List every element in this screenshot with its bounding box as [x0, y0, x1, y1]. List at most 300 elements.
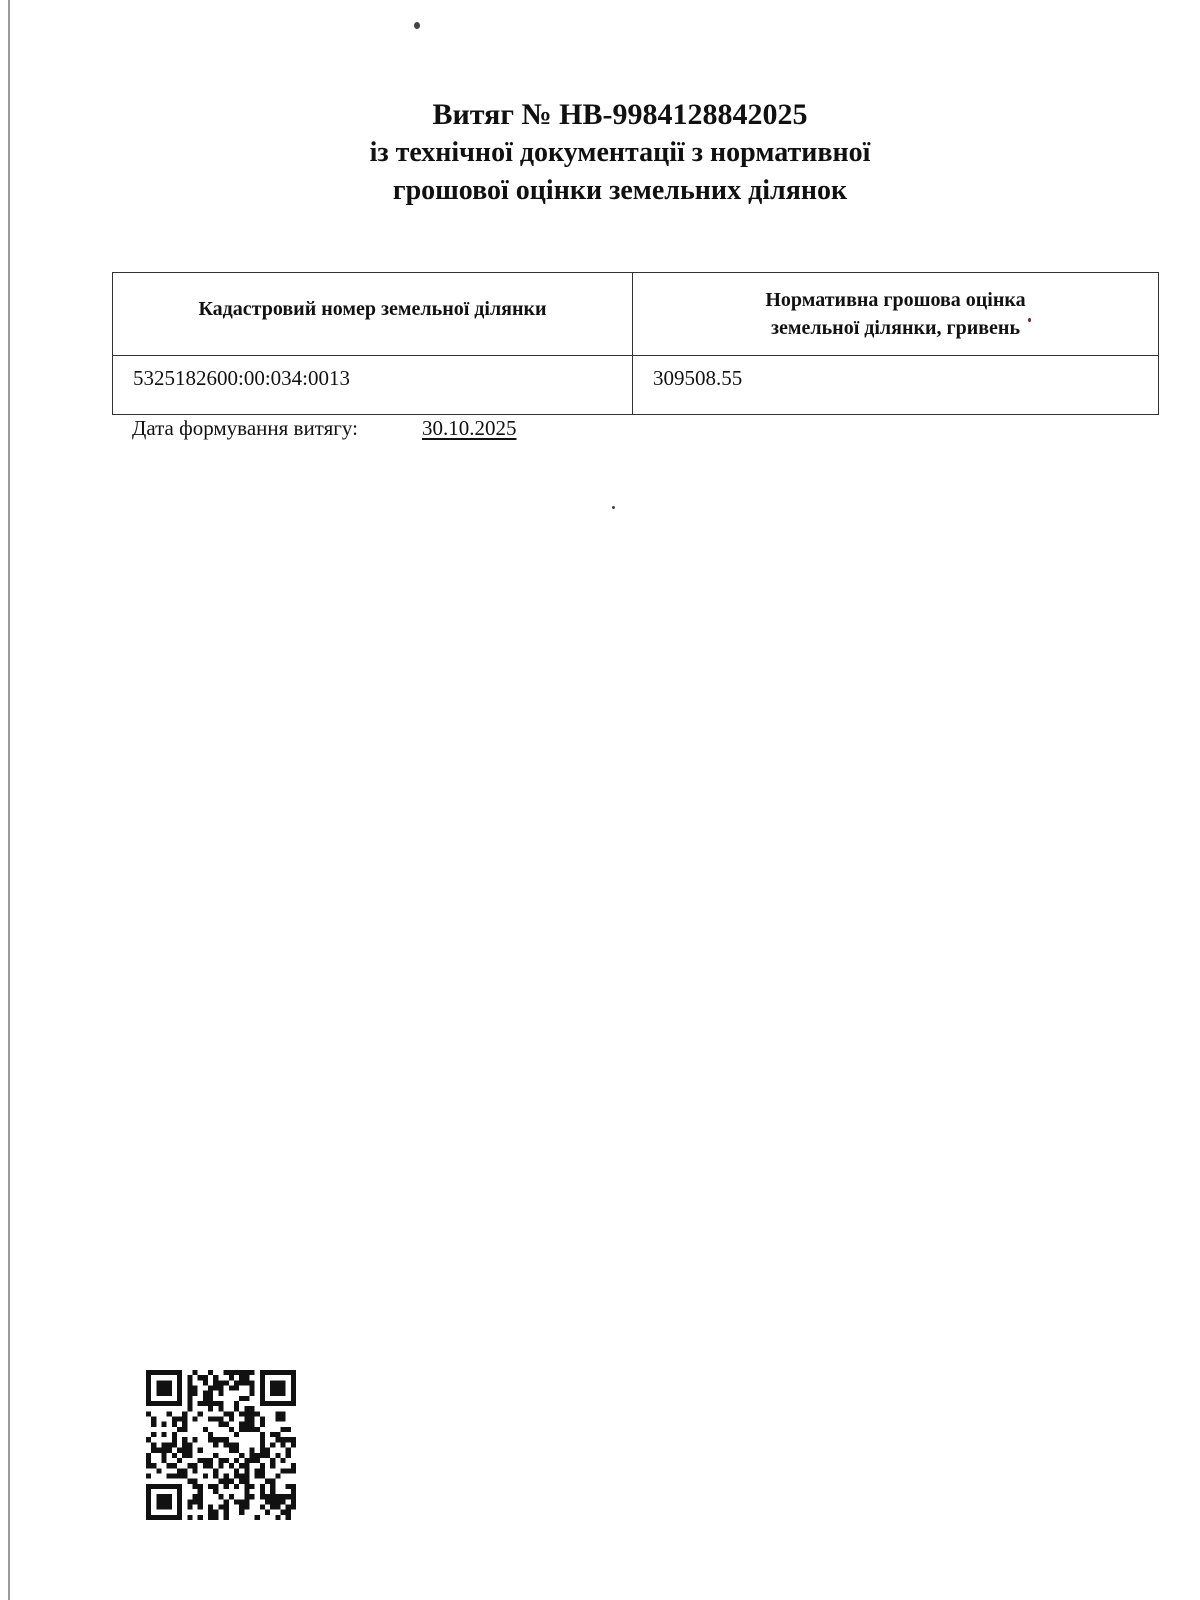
qr-module — [182, 1453, 187, 1458]
qr-module — [270, 1432, 275, 1437]
qr-module — [187, 1406, 192, 1411]
qr-module — [208, 1510, 213, 1515]
qr-module — [182, 1468, 187, 1473]
qr-module — [270, 1386, 275, 1391]
qr-module — [249, 1427, 254, 1432]
qr-module — [249, 1380, 254, 1385]
qr-module — [167, 1370, 172, 1375]
qr-module — [244, 1463, 249, 1468]
qr-module — [291, 1391, 296, 1396]
qr-module — [218, 1406, 223, 1411]
document-title — [0, 96, 1200, 210]
qr-module — [146, 1473, 151, 1478]
qr-module — [198, 1448, 203, 1453]
header-label-line: Нормативна грошова оцінка — [765, 289, 1026, 311]
qr-module — [167, 1494, 172, 1499]
qr-module — [275, 1437, 280, 1442]
qr-module — [177, 1448, 182, 1453]
date-value: 30.10.2025 — [422, 416, 517, 440]
qr-module — [162, 1499, 167, 1504]
qr-module — [156, 1370, 161, 1375]
qr-module — [275, 1417, 280, 1422]
title-subline: грошової оцінки земельних ділянок — [392, 175, 848, 206]
qr-module — [291, 1494, 296, 1499]
qr-module — [224, 1473, 229, 1478]
qr-module — [167, 1386, 172, 1391]
qr-module — [291, 1484, 296, 1489]
qr-module — [249, 1453, 254, 1458]
qr-module — [260, 1370, 265, 1375]
qr-module — [177, 1391, 182, 1396]
qr-module — [213, 1453, 218, 1458]
qr-module — [172, 1463, 177, 1468]
qr-module — [280, 1458, 285, 1463]
qr-module — [151, 1515, 156, 1520]
qr-module — [244, 1504, 249, 1509]
qr-module — [270, 1494, 275, 1499]
qr-module — [234, 1458, 239, 1463]
qr-module — [177, 1396, 182, 1401]
qr-module — [203, 1401, 208, 1406]
qr-module — [218, 1422, 223, 1427]
qr-module — [265, 1448, 270, 1453]
qr-module — [162, 1391, 167, 1396]
qr-module — [156, 1380, 161, 1385]
qr-module — [239, 1479, 244, 1484]
qr-module — [234, 1370, 239, 1375]
qr-module — [146, 1499, 151, 1504]
qr-module — [249, 1406, 254, 1411]
qr-module — [213, 1510, 218, 1515]
qr-module — [275, 1391, 280, 1396]
qr-module — [167, 1401, 172, 1406]
qr-module — [291, 1504, 296, 1509]
qr-module — [151, 1401, 156, 1406]
qr-module — [172, 1432, 177, 1437]
qr-module — [203, 1458, 208, 1463]
qr-module — [229, 1479, 234, 1484]
qr-module — [244, 1499, 249, 1504]
qr-module — [172, 1370, 177, 1375]
qr-module — [146, 1380, 151, 1385]
qr-module — [291, 1401, 296, 1406]
qr-module — [182, 1448, 187, 1453]
header-label-line: земельної ділянки, гривень — [770, 317, 1021, 339]
qr-module — [260, 1396, 265, 1401]
qr-module — [249, 1494, 254, 1499]
valuation-table — [112, 272, 1159, 415]
qr-module — [177, 1370, 182, 1375]
qr-module — [162, 1386, 167, 1391]
qr-module — [224, 1479, 229, 1484]
qr-module — [291, 1386, 296, 1391]
qr-module — [249, 1391, 254, 1396]
qr-module — [249, 1386, 254, 1391]
qr-module — [286, 1510, 291, 1515]
qr-module — [260, 1432, 265, 1437]
qr-module — [156, 1391, 161, 1396]
qr-module — [146, 1411, 151, 1416]
qr-module — [177, 1427, 182, 1432]
qr-module — [177, 1386, 182, 1391]
qr-module — [265, 1453, 270, 1458]
qr-module — [193, 1468, 198, 1473]
qr-module — [249, 1417, 254, 1422]
qr-module — [224, 1484, 229, 1489]
qr-module — [187, 1515, 192, 1520]
qr-module — [224, 1499, 229, 1504]
qr-module — [280, 1494, 285, 1499]
qr-module — [270, 1484, 275, 1489]
qr-module — [244, 1406, 249, 1411]
qr-module — [270, 1391, 275, 1396]
qr-module — [291, 1468, 296, 1473]
header-cadastral-number — [113, 273, 633, 356]
qr-module — [239, 1463, 244, 1468]
qr-module — [275, 1370, 280, 1375]
qr-module — [218, 1417, 223, 1422]
qr-module — [260, 1391, 265, 1396]
qr-module — [172, 1401, 177, 1406]
qr-module — [244, 1417, 249, 1422]
qr-module — [187, 1479, 192, 1484]
qr-module — [239, 1380, 244, 1385]
qr-module — [193, 1437, 198, 1442]
qr-module — [286, 1504, 291, 1509]
qr-module — [193, 1479, 198, 1484]
qr-module — [229, 1370, 234, 1375]
qr-module — [177, 1375, 182, 1380]
qr-module — [208, 1396, 213, 1401]
qr-module — [213, 1473, 218, 1478]
qr-module — [177, 1473, 182, 1478]
qr-module — [224, 1370, 229, 1375]
qr-module — [203, 1473, 208, 1478]
qr-module — [203, 1380, 208, 1385]
qr-module — [275, 1515, 280, 1520]
qr-module — [198, 1494, 203, 1499]
qr-module — [162, 1448, 167, 1453]
formation-date-row — [132, 416, 517, 441]
qr-module — [255, 1473, 260, 1478]
qr-module — [193, 1370, 198, 1375]
qr-module — [146, 1515, 151, 1520]
qr-module — [270, 1370, 275, 1375]
qr-module — [244, 1396, 249, 1401]
qr-module — [234, 1386, 239, 1391]
qr-module — [260, 1422, 265, 1427]
qr-module — [146, 1484, 151, 1489]
qr-module — [182, 1473, 187, 1478]
qr-module — [234, 1442, 239, 1447]
qr-module — [280, 1437, 285, 1442]
qr-module — [182, 1437, 187, 1442]
qr-module — [198, 1504, 203, 1509]
qr-module — [213, 1468, 218, 1473]
qr-module — [193, 1499, 198, 1504]
qr-module — [146, 1401, 151, 1406]
qr-module — [270, 1504, 275, 1509]
qr-module — [234, 1406, 239, 1411]
qr-module — [177, 1489, 182, 1494]
qr-module — [151, 1442, 156, 1447]
qr-module — [203, 1391, 208, 1396]
qr-module — [146, 1458, 151, 1463]
qr-module — [156, 1484, 161, 1489]
qr-module — [203, 1375, 208, 1380]
qr-module — [172, 1515, 177, 1520]
qr-module — [167, 1499, 172, 1504]
qr-code-icon — [146, 1370, 296, 1520]
qr-module — [167, 1380, 172, 1385]
qr-module — [286, 1494, 291, 1499]
qr-module — [286, 1448, 291, 1453]
qr-module — [275, 1411, 280, 1416]
qr-module — [229, 1427, 234, 1432]
qr-module — [286, 1401, 291, 1406]
qr-module — [280, 1468, 285, 1473]
qr-module — [275, 1380, 280, 1385]
qr-module — [146, 1453, 151, 1458]
qr-module — [275, 1504, 280, 1509]
qr-module — [167, 1448, 172, 1453]
qr-module — [260, 1504, 265, 1509]
qr-module — [239, 1370, 244, 1375]
qr-module — [172, 1473, 177, 1478]
qr-module — [151, 1370, 156, 1375]
qr-module — [208, 1463, 213, 1468]
qr-module — [193, 1494, 198, 1499]
qr-module — [244, 1422, 249, 1427]
qr-module — [229, 1411, 234, 1416]
qr-module — [224, 1510, 229, 1515]
qr-module — [244, 1380, 249, 1385]
qr-module — [260, 1380, 265, 1385]
qr-module — [146, 1396, 151, 1401]
qr-module — [229, 1417, 234, 1422]
qr-module — [167, 1442, 172, 1447]
qr-module — [280, 1380, 285, 1385]
qr-module — [260, 1489, 265, 1494]
qr-module — [244, 1489, 249, 1494]
qr-module — [239, 1375, 244, 1380]
qr-module — [239, 1453, 244, 1458]
qr-module — [270, 1458, 275, 1463]
qr-module — [213, 1437, 218, 1442]
qr-module — [208, 1458, 213, 1463]
qr-module — [244, 1479, 249, 1484]
qr-module — [275, 1499, 280, 1504]
qr-module — [182, 1422, 187, 1427]
qr-module — [224, 1411, 229, 1416]
qr-module — [260, 1386, 265, 1391]
qr-module — [239, 1427, 244, 1432]
qr-module — [260, 1473, 265, 1478]
qr-module — [203, 1396, 208, 1401]
qr-module — [255, 1427, 260, 1432]
qr-module — [218, 1463, 223, 1468]
qr-module — [224, 1437, 229, 1442]
qr-module — [244, 1411, 249, 1416]
qr-module — [187, 1391, 192, 1396]
qr-module — [239, 1396, 244, 1401]
qr-module — [162, 1484, 167, 1489]
qr-module — [218, 1494, 223, 1499]
qr-module — [244, 1468, 249, 1473]
qr-module — [234, 1432, 239, 1437]
qr-module — [151, 1417, 156, 1422]
title-subline: із технічної документації з нормативної — [369, 137, 871, 168]
qr-module — [146, 1375, 151, 1380]
qr-module — [146, 1504, 151, 1509]
qr-module — [162, 1380, 167, 1385]
qr-module — [167, 1504, 172, 1509]
qr-module — [234, 1448, 239, 1453]
qr-module — [244, 1427, 249, 1432]
qr-module — [203, 1463, 208, 1468]
qr-module — [224, 1442, 229, 1447]
qr-module — [265, 1401, 270, 1406]
cell-valuation-amount: 309508.55 — [633, 356, 1159, 415]
qr-module — [255, 1468, 260, 1473]
qr-module — [244, 1473, 249, 1478]
qr-module — [172, 1484, 177, 1489]
cell-cadastral-number: 5325182600:00:034:0013 — [113, 356, 633, 415]
qr-module — [218, 1458, 223, 1463]
qr-module — [255, 1411, 260, 1416]
qr-module — [234, 1401, 239, 1406]
qr-module — [146, 1437, 151, 1442]
qr-module — [162, 1401, 167, 1406]
qr-module — [270, 1463, 275, 1468]
qr-module — [151, 1432, 156, 1437]
qr-module — [270, 1489, 275, 1494]
qr-module — [187, 1380, 192, 1385]
qr-module — [198, 1458, 203, 1463]
qr-module — [156, 1401, 161, 1406]
qr-module — [218, 1437, 223, 1442]
qr-module — [156, 1504, 161, 1509]
qr-module — [260, 1494, 265, 1499]
qr-module — [177, 1494, 182, 1499]
qr-module — [280, 1427, 285, 1432]
qr-module — [234, 1484, 239, 1489]
qr-module — [275, 1401, 280, 1406]
qr-module — [162, 1453, 167, 1458]
qr-module — [167, 1411, 172, 1416]
qr-module — [286, 1427, 291, 1432]
qr-module — [177, 1515, 182, 1520]
extract-number-title: Витяг № НВ-9984128842025 — [432, 98, 808, 131]
qr-module — [280, 1391, 285, 1396]
qr-module — [275, 1386, 280, 1391]
qr-module — [193, 1484, 198, 1489]
qr-module — [162, 1458, 167, 1463]
qr-module — [291, 1375, 296, 1380]
qr-module — [187, 1463, 192, 1468]
qr-module — [270, 1499, 275, 1504]
qr-module — [208, 1504, 213, 1509]
qr-module — [255, 1453, 260, 1458]
qr-module — [260, 1463, 265, 1468]
qr-module — [224, 1515, 229, 1520]
qr-module — [213, 1442, 218, 1447]
qr-module — [286, 1437, 291, 1442]
qr-module — [213, 1375, 218, 1380]
qr-module — [198, 1401, 203, 1406]
qr-module — [280, 1499, 285, 1504]
qr-module — [177, 1380, 182, 1385]
qr-module — [177, 1401, 182, 1406]
header-normative-valuation — [633, 273, 1159, 356]
qr-module — [218, 1380, 223, 1385]
qr-module — [208, 1432, 213, 1437]
qr-module — [198, 1515, 203, 1520]
qr-module — [286, 1515, 291, 1520]
qr-module — [286, 1453, 291, 1458]
qr-module — [244, 1370, 249, 1375]
qr-module — [260, 1448, 265, 1453]
qr-module — [239, 1422, 244, 1427]
qr-module — [182, 1411, 187, 1416]
qr-module — [182, 1442, 187, 1447]
qr-module — [146, 1370, 151, 1375]
qr-module — [193, 1386, 198, 1391]
qr-module — [280, 1411, 285, 1416]
qr-module — [229, 1463, 234, 1468]
qr-module — [280, 1401, 285, 1406]
qr-module — [213, 1417, 218, 1422]
qr-module — [255, 1458, 260, 1463]
qr-module — [291, 1437, 296, 1442]
qr-module — [291, 1442, 296, 1447]
qr-module — [249, 1370, 254, 1375]
qr-module — [249, 1448, 254, 1453]
qr-module — [291, 1489, 296, 1494]
qr-module — [187, 1401, 192, 1406]
qr-module — [244, 1494, 249, 1499]
qr-module — [291, 1380, 296, 1385]
qr-module — [291, 1463, 296, 1468]
qr-module — [213, 1515, 218, 1520]
qr-module — [224, 1380, 229, 1385]
scan-speck — [612, 506, 615, 509]
qr-module — [162, 1504, 167, 1509]
qr-module — [239, 1499, 244, 1504]
qr-module — [198, 1484, 203, 1489]
qr-module — [280, 1442, 285, 1447]
qr-module — [270, 1442, 275, 1447]
qr-module — [187, 1396, 192, 1401]
qr-module — [229, 1386, 234, 1391]
scan-page-edge — [8, 0, 10, 1600]
qr-module — [229, 1375, 234, 1380]
qr-module — [198, 1411, 203, 1416]
qr-module — [172, 1422, 177, 1427]
qr-module — [177, 1468, 182, 1473]
qr-module — [177, 1484, 182, 1489]
qr-module — [244, 1458, 249, 1463]
qr-module — [187, 1499, 192, 1504]
qr-module — [162, 1494, 167, 1499]
qr-module — [162, 1515, 167, 1520]
qr-module — [218, 1386, 223, 1391]
qr-module — [260, 1375, 265, 1380]
qr-module — [265, 1499, 270, 1504]
qr-module — [177, 1458, 182, 1463]
qr-module — [224, 1504, 229, 1509]
qr-module — [218, 1391, 223, 1396]
